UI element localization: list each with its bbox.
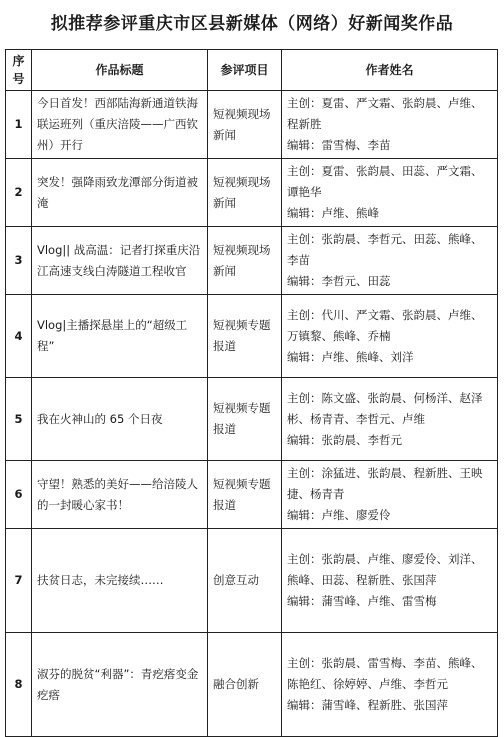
row-title: 突发！强降雨致龙潭部分街道被淹 [32, 159, 208, 227]
row-authors-cell [282, 295, 498, 378]
row-authors: 主创：夏雷、严文霜、张韵晨、卢维、程新胜 [287, 96, 483, 131]
table-row [6, 227, 498, 295]
row-editors: 编辑：卢维、熊峰、刘洋 [287, 349, 414, 364]
row-no: 4 [6, 295, 32, 378]
table-row [6, 159, 498, 227]
row-title: 今日首发！西部陆海新通道铁海联运班列（重庆涪陵——广西钦州）开行 [32, 91, 208, 159]
row-title: 扶贫日志，未完接续…… [32, 529, 208, 633]
row-editors: 编辑：卢维、廖爱伶 [287, 508, 391, 522]
row-category: 短视频现场新闻 [208, 227, 282, 295]
row-authors: 主创：张韵晨、李哲元、田蕊、熊峰、李苗 [287, 232, 483, 267]
table-row [6, 378, 498, 461]
row-category: 短视频现场新闻 [208, 91, 282, 159]
row-editors: 编辑：卢维、熊峰 [287, 206, 379, 220]
row-editors: 编辑：雷雪梅、李苗 [287, 138, 391, 152]
row-authors-cell [282, 378, 498, 461]
row-editors: 编辑：蒲雪峰、程新胜、张国萍 [287, 698, 448, 712]
row-authors: 主创：张韵晨、雷雪梅、李苗、熊峰、陈艳红、徐婷婷、卢维、李哲元 [287, 656, 483, 691]
row-category: 短视频专题报道 [208, 461, 282, 529]
table-row [6, 461, 498, 529]
row-authors-cell [282, 529, 498, 633]
row-category: 短视频现场新闻 [208, 159, 282, 227]
row-no: 8 [6, 633, 32, 737]
row-title: 守望！熟悉的美好——给涪陵人的一封暖心家书！ [32, 461, 208, 529]
row-authors: 主创：张韵晨、卢维、廖爱伶、刘洋、熊峰、田蕊、程新胜、张国萍 [287, 552, 483, 587]
table-row [6, 295, 498, 378]
table-row [6, 529, 498, 633]
row-editors: 编辑：李哲元、田蕊 [287, 274, 391, 288]
row-authors-cell [282, 461, 498, 529]
row-no: 3 [6, 227, 32, 295]
row-category: 融合创新 [208, 633, 282, 737]
table-row [6, 91, 498, 159]
row-title: Vlog|| 战高温：记者打探重庆沿江高速支线白涛隧道工程收官 [32, 227, 208, 295]
row-authors-cell [282, 633, 498, 737]
row-title: 淑芬的脱贫“利器”：青疙瘩变金疙瘩 [32, 633, 208, 737]
row-title: Vlog|主播探悬崖上的“超级工程” [32, 295, 208, 378]
header-category: 参评项目 [208, 50, 282, 91]
page-title: 拟推荐参评重庆市区县新媒体（网络）好新闻奖作品 [50, 14, 454, 34]
row-authors-cell [282, 159, 498, 227]
row-no: 5 [6, 378, 32, 461]
row-no: 7 [6, 529, 32, 633]
header-no: 序号 [6, 50, 32, 91]
row-no: 1 [6, 91, 32, 159]
header-title: 作品标题 [32, 50, 208, 91]
row-title: 我在火神山的 65 个日夜 [32, 378, 208, 461]
row-category: 创意互动 [208, 529, 282, 633]
row-editors: 编辑：蒲雪峰、卢维、雷雪梅 [287, 594, 437, 608]
header-authors: 作者姓名 [282, 50, 498, 91]
row-no: 2 [6, 159, 32, 227]
row-authors-cell [282, 91, 498, 159]
row-authors-cell [282, 227, 498, 295]
row-no: 6 [6, 461, 32, 529]
row-editors: 编辑：张韵晨、李哲元 [287, 432, 402, 447]
award-table [5, 49, 498, 737]
row-category: 短视频专题报道 [208, 295, 282, 378]
row-authors: 主创：代川、严文霜、张韵晨、卢维、万镇黎、熊峰、乔楠 [287, 307, 483, 343]
row-authors: 主创：陈文盛、张韵晨、何杨洋、赵泽彬、杨青青、李哲元、卢维 [287, 390, 483, 426]
table-row [6, 633, 498, 737]
table-header-row [6, 50, 498, 91]
row-category: 短视频专题报道 [208, 378, 282, 461]
row-authors: 主创：涂猛进、张韵晨、程新胜、王映捷、杨青青 [287, 466, 483, 501]
row-authors: 主创：夏雷、张韵晨、田蕊、严文霜、谭艳华 [287, 164, 483, 199]
